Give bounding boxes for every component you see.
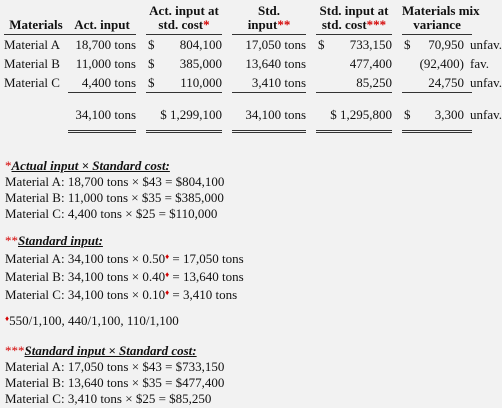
note-line: Material B: 13,640 tons × $35 = $477,400 bbox=[5, 375, 225, 390]
total-effect: unfav. bbox=[464, 93, 472, 132]
row-material-name: Material B bbox=[4, 55, 60, 71]
total-act-std-cost: $ 1,299,100 bbox=[146, 93, 222, 132]
currency-symbol bbox=[402, 54, 416, 73]
note-standard-input bbox=[5, 232, 244, 304]
row-effect: unfav. bbox=[464, 73, 472, 93]
row-std-input: 13,640 tons bbox=[245, 55, 307, 71]
materials-mix-variance-table bbox=[4, 3, 502, 133]
currency-symbol: $ bbox=[318, 36, 325, 52]
currency-symbol: $ bbox=[404, 36, 411, 52]
row-std-input: 3,410 tons bbox=[232, 73, 306, 93]
header-std-input-std-cost: Std. input at std. cost*** bbox=[316, 4, 392, 35]
row-std-std-cost: 733,150 bbox=[349, 36, 393, 52]
table-total-row bbox=[4, 93, 472, 132]
row-effect: fav. bbox=[470, 55, 490, 71]
note-standard-input-standard-cost bbox=[5, 343, 224, 407]
currency-symbol bbox=[316, 73, 332, 93]
note-heading: *Actual input × Standard cost: bbox=[5, 158, 170, 173]
row-std-input: 17,050 tons bbox=[245, 36, 307, 52]
diamond-icon: ♦ bbox=[5, 314, 10, 323]
row-variance: 24,750 bbox=[416, 73, 464, 93]
currency-symbol bbox=[316, 54, 332, 73]
header-std-input: Std. input** bbox=[232, 4, 306, 35]
note-line: Material A: 18,700 tons × $43 = $804,100 bbox=[5, 174, 225, 189]
note-line: Material A: 34,100 tons × 0.50♦ = 17,050 tons bbox=[5, 251, 244, 266]
row-act-input: 18,700 tons bbox=[75, 36, 136, 52]
row-effect: unfav. bbox=[470, 36, 502, 52]
total-variance: 3,300 bbox=[416, 93, 464, 132]
diamond-icon: ♦ bbox=[165, 288, 170, 297]
note-line: Material C: 34,100 tons × 0.10♦ = 3,410 tons bbox=[5, 287, 238, 302]
diamond-icon: ♦ bbox=[165, 270, 170, 279]
row-std-std-cost: 477,400 bbox=[349, 55, 393, 71]
header-materials: Materials bbox=[4, 4, 68, 35]
header-materials-mix-variance: Materials mix variance bbox=[402, 4, 472, 35]
row-variance: (92,400) bbox=[419, 55, 465, 71]
header-act-input: Act. input bbox=[68, 4, 136, 35]
header-act-input-std-cost: Act. input at std. cost* bbox=[146, 4, 222, 35]
table-row bbox=[4, 73, 472, 93]
currency-symbol bbox=[402, 73, 416, 93]
note-mix-ratio bbox=[5, 313, 179, 329]
note-actual-input-standard-cost bbox=[5, 158, 224, 222]
row-act-input: 11,000 tons bbox=[75, 55, 136, 71]
row-std-std-cost: 85,250 bbox=[332, 73, 392, 93]
diamond-icon: ♦ bbox=[165, 252, 170, 261]
row-material-name: Material C bbox=[4, 74, 60, 90]
row-act-std-cost: 804,100 bbox=[179, 36, 223, 52]
currency-symbol: $ bbox=[148, 55, 155, 71]
total-std-input: 34,100 tons bbox=[232, 93, 306, 132]
currency-symbol: $ bbox=[148, 36, 155, 52]
currency-symbol: $ bbox=[146, 73, 162, 93]
note-line: Material B: 11,000 tons × $35 = $385,000 bbox=[5, 190, 224, 205]
row-act-std-cost: 110,000 bbox=[162, 73, 222, 93]
note-line: Material B: 34,100 tons × 0.40♦ = 13,640 tons bbox=[5, 269, 244, 284]
row-act-input: 4,400 tons bbox=[68, 73, 136, 93]
table-row bbox=[4, 54, 472, 73]
total-std-std-cost: $ 1,295,800 bbox=[316, 93, 392, 132]
row-material-name: Material A bbox=[4, 36, 60, 52]
table-row bbox=[4, 35, 472, 55]
total-act-input: 34,100 tons bbox=[68, 93, 136, 132]
note-line: Material C: 4,400 tons × $25 = $110,000 bbox=[5, 206, 218, 221]
note-heading: ***Standard input × Standard cost: bbox=[5, 343, 197, 358]
currency-symbol: $ bbox=[402, 93, 416, 132]
row-act-std-cost: 385,000 bbox=[179, 55, 223, 71]
note-line: Material C: 3,410 tons × $25 = $85,250 bbox=[5, 391, 212, 406]
table-header-row bbox=[4, 4, 472, 35]
note-heading: **Standard input: bbox=[5, 233, 103, 248]
row-variance: 70,950 bbox=[428, 36, 465, 52]
ratio-text: 550/1,100, 440/1,100, 110/1,100 bbox=[9, 313, 179, 328]
note-line: Material A: 17,050 tons × $43 = $733,150 bbox=[5, 359, 225, 374]
